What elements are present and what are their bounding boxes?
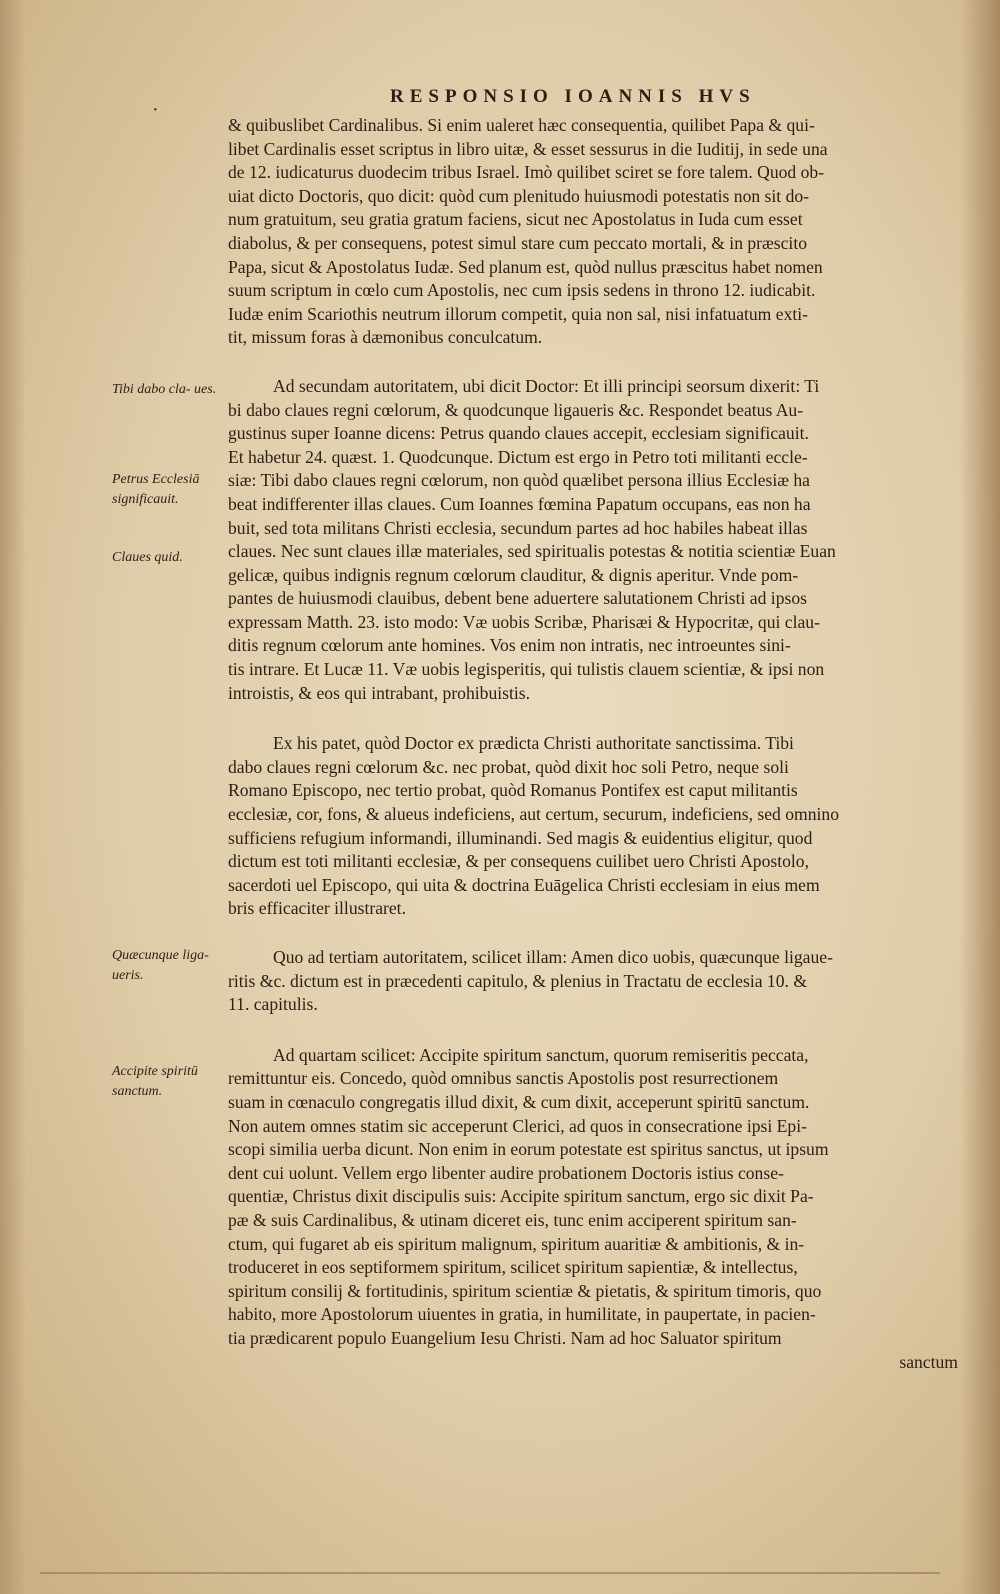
text-line: remittuntur eis. Concedo, quòd omnibus sanctis Apostolis post resurrectionem bbox=[228, 1068, 779, 1089]
text-line: claues. Nec sunt claues illæ materiales, sed spiritualis potestas & notitia scientiæ Euan bbox=[228, 541, 836, 562]
text-line: troduceret in eos septiformem spiritum, scilicet spiritum sapientiæ, & intellectus, bbox=[228, 1257, 798, 1278]
text-line: introistis, & eos qui intrabant, prohibuistis. bbox=[228, 682, 531, 703]
text-line: tit, missum foras à dæmonibus conculcatum. bbox=[228, 327, 543, 348]
text-line: bris efficaciter illustraret. bbox=[228, 898, 406, 919]
text-line: pantes de huiusmodi clauibus, debent bene aduertere salutationem Christi ad ipsos bbox=[228, 588, 807, 609]
text-line: dent cui uolunt. Vellem ergo libenter audire probationem Doctoris istius conse- bbox=[228, 1162, 784, 1183]
paragraph-2 bbox=[228, 375, 968, 705]
text-line: sacerdoti uel Episcopo, qui uita & doctrina Euāgelica Christi ecclesiam in eius mem bbox=[228, 874, 820, 895]
text-line: tia prædicarent populo Euangelium Iesu Christi. Nam ad hoc Saluator spiritum bbox=[228, 1327, 782, 1348]
text-line: buit, sed tota militans Christi ecclesia, secundum partes ad hoc habiles habeat illas bbox=[228, 517, 808, 538]
text-line: uiat dicto Doctoris, quo dicit: quòd cum plenitudo huiusmodi potestatis non sit do- bbox=[228, 185, 810, 206]
paragraph-5 bbox=[228, 1044, 968, 1351]
text-line: ditis regnum cœlorum ante homines. Vos enim non intratis, nec introeuntes sini- bbox=[228, 635, 791, 656]
text-line: de 12. iudicaturus duodecim tribus Israel. Imò quilibet sciret se fore talem. Quod ob- bbox=[228, 162, 825, 183]
text-line: Ad secundam autoritatem, ubi dicit Doctor: Et illi principi seorsum dixerit: Ti bbox=[273, 375, 820, 396]
text-line: gelicæ, quibus indignis regnum cœlorum clauditur, & dignis aperitur. Vnde pom- bbox=[228, 564, 799, 585]
page-left-shadow bbox=[0, 0, 26, 1594]
page-bottom-edge bbox=[40, 1572, 940, 1574]
ink-dot: · bbox=[152, 99, 159, 121]
text-line: ecclesiæ, cor, fons, & alueus indeficiens, aut certum, securum, indeficiens, sed omnino bbox=[228, 804, 839, 825]
paragraph-1 bbox=[228, 114, 968, 350]
text-line: quentiæ, Christus dixit discipulis suis: Accipite spiritum sanctum, ergo sic dixit Pa- bbox=[228, 1186, 814, 1207]
text-line: dictum est toti militanti ecclesiæ, & per consequens cuilibet uero Christi Apostolo, bbox=[228, 851, 809, 872]
text-line: dabo claues regni cœlorum &c. nec probat, quòd dixit hoc soli Petro, neque soli bbox=[228, 756, 789, 777]
text-line: habito, more Apostolorum uiuentes in gratia, in humilitate, in paupertate, in pacien- bbox=[228, 1304, 816, 1325]
text-line: 11. capitulis. bbox=[228, 994, 318, 1015]
text-line: suam in cœnaculo congregatis illud dixit, & cum dixit, acceperunt spiritū sanctum. bbox=[228, 1091, 810, 1112]
margin-note-accipite: Accipite spiritū sanctum. bbox=[112, 1064, 198, 1099]
margin-note-quaecunque: Quæcunque liga- ueris. bbox=[112, 948, 209, 983]
text-line: ctum, qui fugaret ab eis spiritum malignum, spiritum auaritiæ & ambitionis, & in- bbox=[228, 1233, 805, 1254]
text-line: num gratuitum, seu gratia gratum faciens, sicut nec Apostolatus in Iuda cum esset bbox=[228, 209, 803, 230]
text-line: Non autem omnes statim sic acceperunt Clerici, ad quos in consecratione ipsi Epi- bbox=[228, 1115, 807, 1136]
text-line: Ad quartam scilicet: Accipite spiritum sanctum, quorum remiseritis peccata, bbox=[273, 1044, 809, 1065]
text-line: suum scriptum in cœlo cum Apostolis, nec cum ipsis sedens in throno 12. iudicabit. bbox=[228, 280, 816, 301]
text-line: spiritum consilij & fortitudinis, spiritum scientiæ & pietatis, & spiritum timoris, quo bbox=[228, 1280, 822, 1301]
margin-note-tibi-dabo: Tibi dabo cla- ues. bbox=[112, 382, 217, 397]
text-line: sufficiens refugium informandi, illuminandi. Sed magis & euidentius eligitur, quod bbox=[228, 827, 813, 848]
text-line: Iudæ enim Scariothis neutrum illorum competit, quia non sal, nisi infatuatum exti- bbox=[228, 303, 809, 324]
text-line: gustinus super Ioanne dicens: Petrus quando claues accepit, ecclesiam significauit. bbox=[228, 423, 809, 444]
text-line: tis intrare. Et Lucæ 11. Væ uobis legisperitis, qui tulistis clauem scientiæ, & ipsi non bbox=[228, 659, 825, 680]
paragraph-3 bbox=[228, 732, 968, 921]
text-line: scopi similia uerba dicunt. Non enim in eorum potestate est spiritus sanctus, ut ipsum bbox=[228, 1139, 829, 1160]
catchword: sanctum bbox=[899, 1351, 958, 1372]
paragraph-4 bbox=[228, 946, 968, 1017]
text-line: & quibuslibet Cardinalibus. Si enim ualeret hæc consequentia, quilibet Papa & qui- bbox=[228, 115, 815, 135]
text-line: siæ: Tibi dabo claues regni cœlorum, non quòd quælibet persona illius Ecclesiæ ha bbox=[228, 470, 810, 491]
text-line: Et habetur 24. quæst. 1. Quodcunque. Dictum est ergo in Petro toti militanti eccle- bbox=[228, 446, 808, 467]
text-line: Papa, sicut & Apostolatus Iudæ. Sed planum est, quòd nullus præscitus habet nomen bbox=[228, 256, 823, 277]
text-line: libet Cardinalis esset scriptus in libro uitæ, & esset sessurus in die Iuditij, in sede una bbox=[228, 138, 828, 159]
main-text bbox=[228, 114, 968, 1374]
text-line: Quo ad tertiam autoritatem, scilicet illam: Amen dico uobis, quæcunque ligaue- bbox=[273, 947, 833, 967]
text-line: Ex his patet, quòd Doctor ex prædicta Christi authoritate sanctissima. Tibi bbox=[273, 733, 794, 754]
text-line: pæ & suis Cardinalibus, & utinam diceret eis, tunc enim acciperent spiritum san- bbox=[228, 1209, 797, 1230]
running-head: RESPONSIO IOANNIS HVS bbox=[390, 86, 756, 107]
text-line: diabolus, & per consequens, potest simul stare cum peccato mortali, & in præscito bbox=[228, 232, 808, 253]
text-line: ritis &c. dictum est in præcedenti capitulo, & plenius in Tractatu de ecclesia 10. & bbox=[228, 970, 808, 991]
text-line: Romano Episcopo, nec tertio probat, quòd Romanus Pontifex est caput militantis bbox=[228, 780, 798, 801]
text-line: beat indifferenter illas claues. Cum Ioannes fœmina Papatum occupans, eas non ha bbox=[228, 493, 811, 514]
text-line: expressam Matth. 23. isto modo: Væ uobis Scribæ, Pharisæi & Hypocritæ, qui clau- bbox=[228, 611, 820, 632]
text-line: bi dabo claues regni cœlorum, & quodcunque ligaueris &c. Respondet beatus Au- bbox=[228, 399, 804, 420]
margin-note-petrus: Petrus Ecclesiā significauit. bbox=[112, 472, 200, 507]
margin-note-claues: Claues quid. bbox=[112, 550, 183, 565]
